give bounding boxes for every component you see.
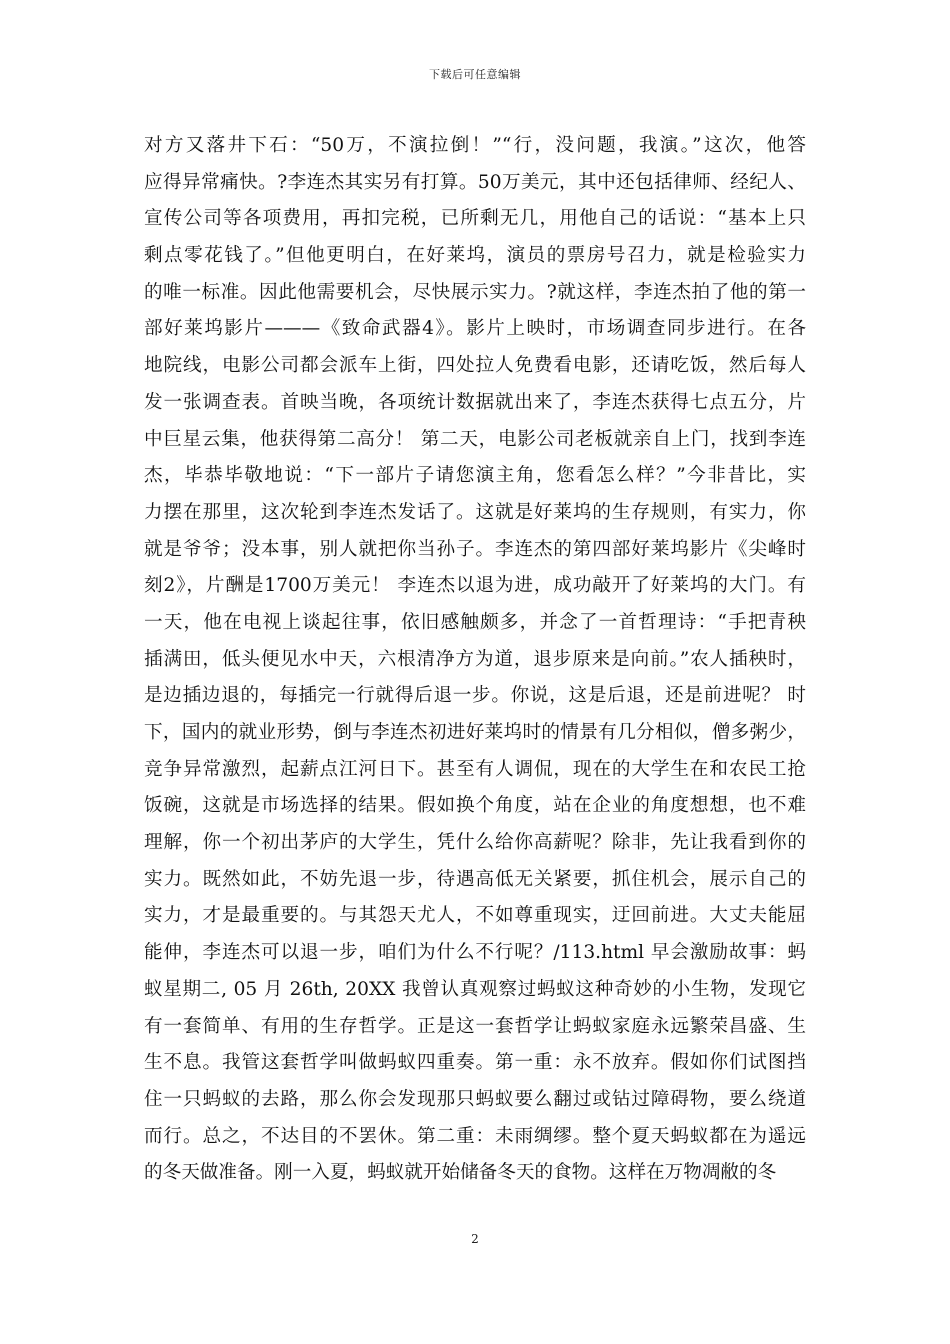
body-line: 插满田，低头便见水中天，六根清净方为道，退步原来是向前。”农人插秧时， — [144, 648, 806, 670]
body-line: 下，国内的就业形势，倒与李连杰初进好莱坞时的情景有几分相似，僧多粥少， — [144, 722, 806, 743]
body-line: 住一只蚂蚁的去路，那么你会发现那只蚂蚁要么翻过或钻过障碍物，要么绕道 — [144, 1088, 806, 1110]
body-text — [144, 128, 806, 1192]
body-line: 能伸，李连杰可以退一步，咱们为什么不行呢？/113.html 早会激励故事：蚂 — [144, 942, 806, 964]
body-line: 地院线，电影公司都会派车上街，四处拉人免费看电影，还请吃饭，然后每人 — [144, 355, 806, 377]
body-line: 理解，你一个初出茅庐的大学生，凭什么给你高薪呢？除非，先让我看到你的 — [144, 832, 806, 854]
body-line: 是边插边退的，每插完一行就得后退一步。你说，这是后退，还是前进呢？ 时 — [144, 685, 806, 707]
page-header: 下载后可任意编辑 — [429, 68, 521, 81]
body-line: 发一张调查表。首映当晚，各项统计数据就出来了，李连杰获得七点五分，片 — [144, 391, 806, 413]
body-line: 饭碗，这就是市场选择的结果。假如换个角度，站在企业的角度想想，也不难 — [144, 795, 806, 817]
body-line: 中巨星云集，他获得第二高分！ 第二天，电影公司老板就亲自上门，找到李连 — [144, 428, 806, 450]
body-line: 力摆在那里，这次轮到李连杰发话了。这就是好莱坞的生存规则，有实力，你 — [144, 501, 806, 523]
body-line: 的冬天做准备。刚一入夏，蚂蚁就开始储备冬天的食物。这样在万物凋敝的冬 — [144, 1162, 777, 1184]
body-line: 实力。既然如此，不妨先退一步，待遇高低无关紧要，抓住机会，展示自己的 — [144, 868, 806, 890]
body-line: 一天，他在电视上谈起往事，依旧感触颇多，并念了一首哲理诗：“手把青秧 — [144, 611, 806, 633]
body-line: 的唯一标准。因此他需要机会，尽快展示实力。?就这样，李连杰拍了他的第一 — [144, 281, 806, 303]
body-line: 竞争异常激烈，起薪点江河日下。甚至有人调侃，现在的大学生在和农民工抢 — [144, 758, 806, 780]
body-line: 实力，才是最重要的。与其怨天尤人，不如尊重现实，迂回前进。大丈夫能屈 — [144, 905, 806, 927]
body-line: 宣传公司等各项费用，再扣完税，已所剩无几，用他自己的话说：“基本上只 — [144, 208, 806, 230]
body-line: 而行。总之，不达目的不罢休。第二重：未雨绸缪。整个夏天蚂蚁都在为遥远 — [144, 1125, 806, 1147]
body-line: 对方又落井下石：“50万，不演拉倒！”“行，没问题，我演。”这次，他答 — [144, 135, 806, 156]
body-line: 剩点零花钱了。”但他更明白，在好莱坞，演员的票房号召力，就是检验实力 — [144, 245, 806, 267]
body-line: 部好莱坞影片———《致命武器4》。影片上映时，市场调查同步进行。在各 — [144, 318, 806, 340]
body-line: 生不息。我管这套哲学叫做蚂蚁四重奏。第一重：永不放弃。假如你们试图挡 — [144, 1052, 806, 1074]
body-line: 有一套简单、有用的生存哲学。正是这一套哲学让蚂蚁家庭永远繁荣昌盛、生 — [144, 1015, 806, 1037]
body-line: 就是爷爷；没本事，别人就把你当孙子。李连杰的第四部好莱坞影片《尖峰时 — [144, 538, 806, 560]
body-line: 应得异常痛快。?李连杰其实另有打算。50万美元，其中还包括律师、经纪人、 — [144, 171, 806, 193]
body-line: 刻2》，片酬是1700万美元！ 李连杰以退为进，成功敲开了好莱坞的大门。有 — [144, 575, 806, 597]
body-line: 杰，毕恭毕敬地说：“下一部片子请您演主角，您看怎么样？”今非昔比，实 — [144, 465, 806, 487]
body-line: 蚁星期二, 05 月 26th, 20XX 我曾认真观察过蚂蚁这种奇妙的小生物，发现它 — [144, 978, 806, 1000]
page-number: 2 — [471, 1232, 479, 1246]
